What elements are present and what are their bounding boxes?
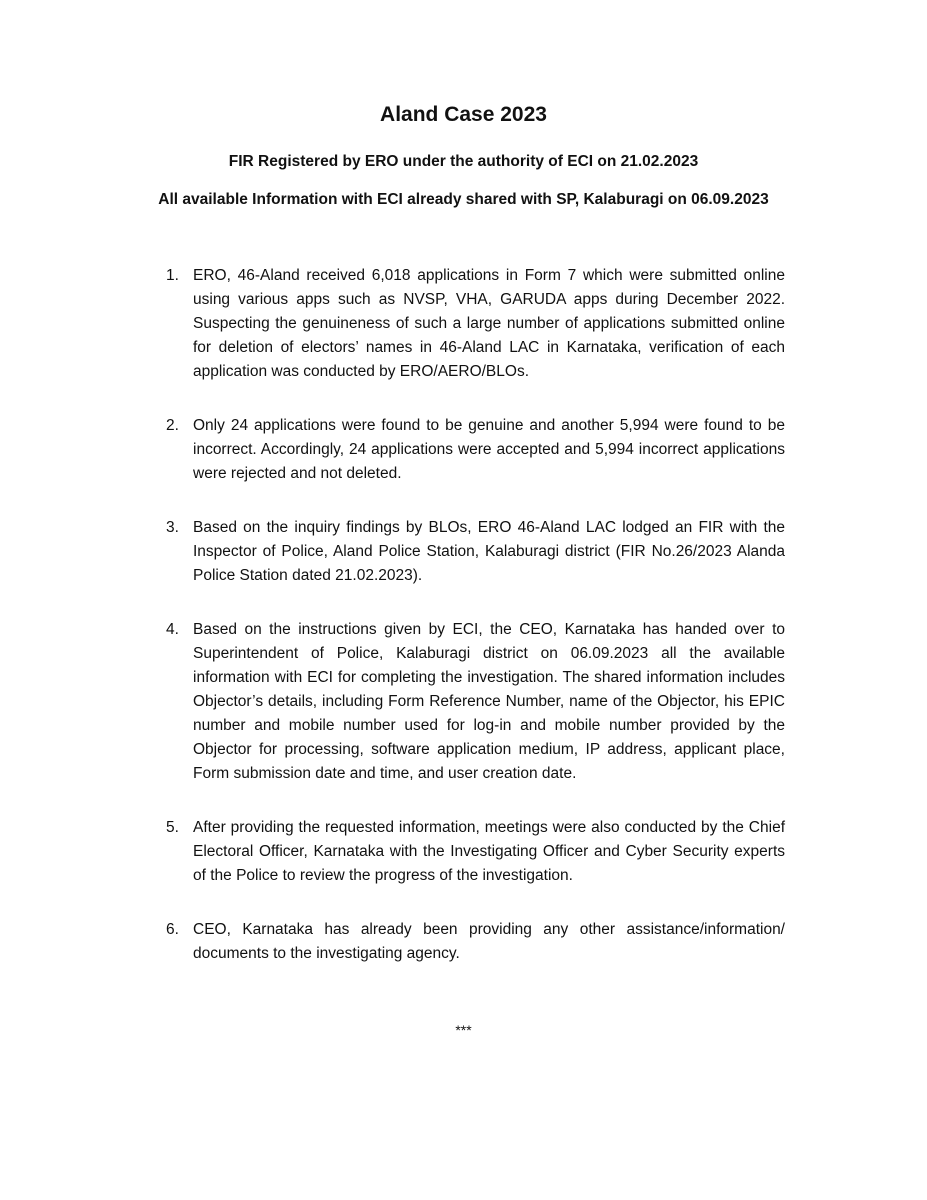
list-item-number: 2. — [166, 417, 179, 434]
end-mark: *** — [455, 1022, 472, 1038]
document-subtitle-shared: All available Information with ECI already shared with SP, Kalaburagi on 06.09.2023 — [158, 191, 769, 208]
list-item-number: 5. — [166, 819, 179, 836]
list-item — [0, 516, 927, 588]
list-item — [0, 264, 927, 384]
numbered-list — [0, 264, 927, 996]
list-item-number: 3. — [166, 519, 179, 536]
list-item — [0, 618, 927, 786]
list-item — [0, 918, 927, 966]
list-item-text: Only 24 applications were found to be genuine and another 5,994 were found to be incorrect. Accordingly, 24 applications were accepted and 5,994 incorrect applications were rejected and not deleted. — [193, 417, 785, 482]
list-item-number: 1. — [166, 267, 179, 284]
list-item-text: ERO, 46-Aland received 6,018 applications in Form 7 which were submitted online using various apps such as NVSP, VHA, GARUDA apps during December 2022. Suspecting the genuineness of such a large number of applications submitted online for deletion of electors’ names in 46-Aland LAC in Karnataka, verification of each application was conducted by ERO/AERO/BLOs. — [193, 267, 785, 380]
list-item-number: 6. — [166, 921, 179, 938]
document-title: Aland Case 2023 — [380, 103, 547, 126]
list-item — [0, 816, 927, 888]
list-item — [0, 414, 927, 486]
list-item-number: 4. — [166, 621, 179, 638]
document-subtitle-fir: FIR Registered by ERO under the authority of ECI on 21.02.2023 — [228, 153, 699, 170]
list-item-text: Based on the inquiry findings by BLOs, ERO 46-Aland LAC lodged an FIR with the Inspector of Police, Aland Police Station, Kalaburagi district (FIR No.26/2023 Alanda Police Station dated 21.02.2023). — [193, 519, 785, 584]
list-item-text: After providing the requested information, meetings were also conducted by the Chief Electoral Officer, Karnataka with the Investigating Officer and Cyber Security experts of the Police to review the progress of the investigation. — [193, 819, 785, 884]
list-item-text: CEO, Karnataka has already been providing any other assistance/information/ documents to the investigating agency. — [193, 921, 785, 962]
list-item-text: Based on the instructions given by ECI, the CEO, Karnataka has handed over to Superintendent of Police, Kalaburagi district on 06.09.2023 all the available information with ECI for completing the investigation. The shared information includes Objector’s details, including Form Reference Number, name of the Objector, his EPIC number and mobile number used for log-in and mobile number provided by the Objector for processing, software application medium, IP address, applicant place, Form submission date and time, and user creation date. — [193, 621, 785, 782]
